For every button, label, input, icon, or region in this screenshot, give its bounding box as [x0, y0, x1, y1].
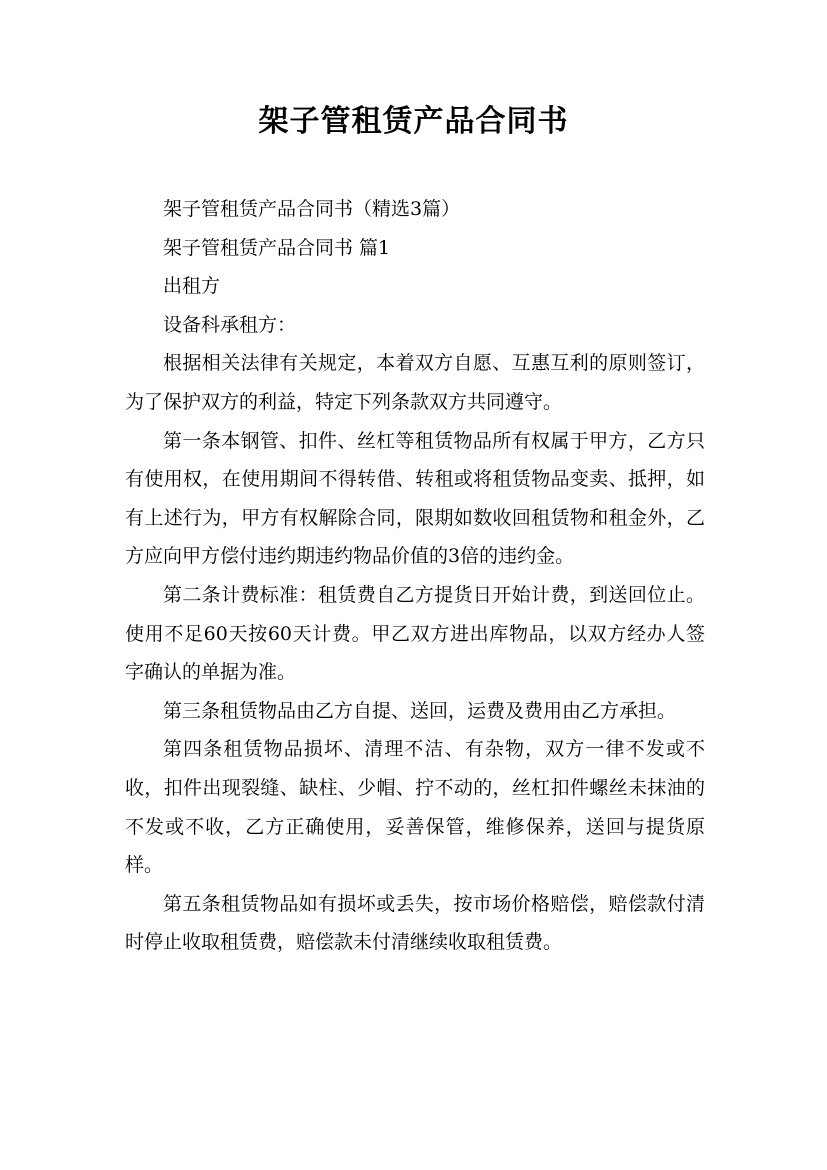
paragraph-subtitle: 架子管租赁产品合同书（精选3篇）: [163, 198, 461, 220]
paragraph-article-3: 第三条租赁物品由乙方自提、送回，运费及费用由乙方承担。: [163, 699, 677, 722]
document-body: [125, 190, 705, 962]
paragraph-article-1: 第一条本钢管、扣件、丝杠等租赁物品所有权属于甲方，乙方只有使用权，在使用期间不得转借、转租或将租赁物品变卖、抵押，如有上述行为，甲方有权解除合同，限期如数收回租赁物和租金外，乙方应向甲方偿付违约期违约物品价值的3倍的违约金。: [125, 429, 705, 568]
paragraph-article-5: 第五条租赁物品如有损坏或丢失，按市场价格赔偿，赔偿款付清时停止收取租赁费，赔偿款未付清继续收取租赁费。: [125, 892, 705, 954]
paragraph-preamble: 根据相关法律有关规定，本着双方自愿、互惠互利的原则签订，为了保护双方的利益，特定下列条款双方共同遵守。: [125, 352, 705, 413]
paragraph-lessee: 设备科承租方：: [163, 313, 297, 336]
paragraph-lessor: 出租方: [163, 275, 221, 298]
paragraph-article-2: 第二条计费标准：租赁费自乙方提货日开始计费，到送回位止。使用不足60天按60天计费。甲乙双方进出库物品，以双方经办人签字确认的单据为准。: [125, 583, 705, 684]
paragraph-section-heading: 架子管租赁产品合同书 篇1: [163, 236, 391, 259]
document-title: 架子管租赁产品合同书: [258, 104, 569, 139]
paragraph-article-4: 第四条租赁物品损坏、清理不洁、有杂物，双方一律不发或不收，扣件出现裂缝、缺柱、少帽、拧不动的，丝杠扣件螺丝未抹油的不发或不收，乙方正确使用，妥善保管，维修保养，送回与提货原样。: [125, 738, 705, 877]
